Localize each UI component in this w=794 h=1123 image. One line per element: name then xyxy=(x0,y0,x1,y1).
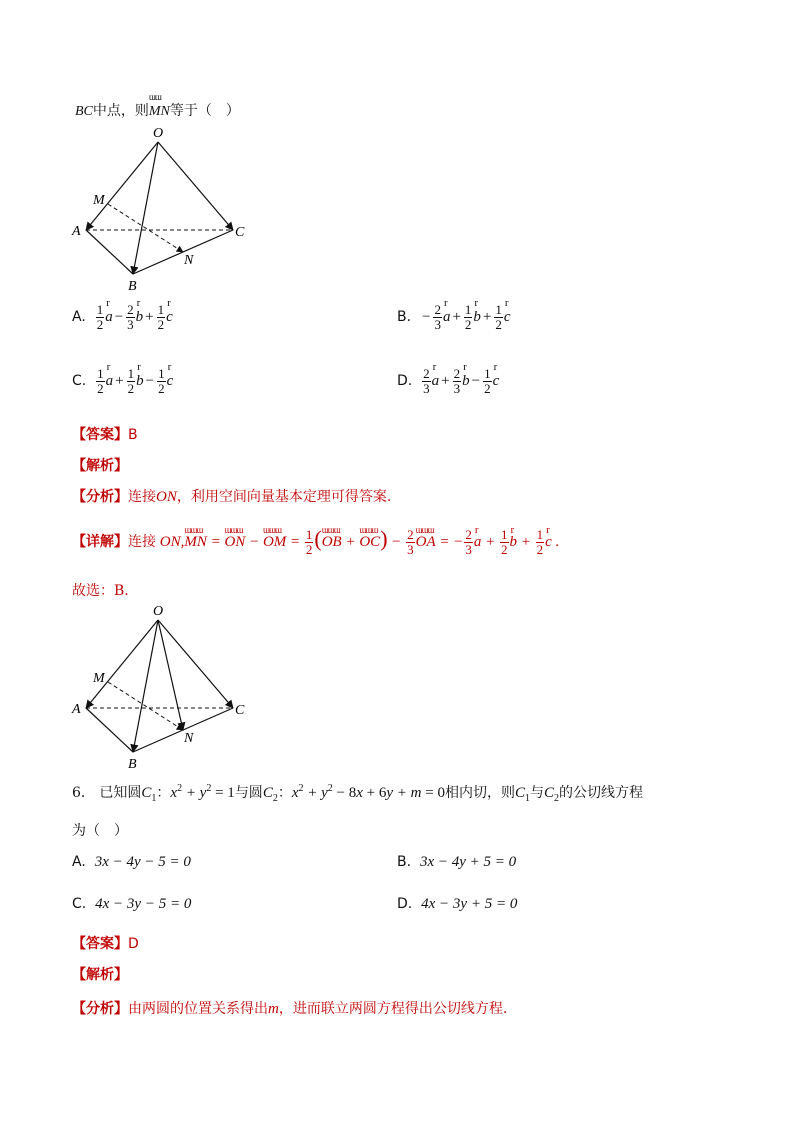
fig1-label-n: N xyxy=(184,253,194,268)
option-label: A. xyxy=(72,308,86,325)
q5-stem-suffix: 等于（ ） xyxy=(169,103,240,119)
fig1-label-a: A xyxy=(72,224,81,239)
fig2-label-b: B xyxy=(128,757,137,772)
fig1-label-m: M xyxy=(93,193,105,208)
q6-option-c[interactable]: C. 4x − 3y − 5 = 0 xyxy=(72,896,192,912)
q6-stem: 6． 已知圆$C_1$：$x^2 + y^2 = 1$与圆$C_2$：$x^2 + y^2 - 8x + 6y + m = 0$相内切，则$C_1$与$C_2$的公切线方程 xyxy=(72,783,644,804)
q5-option-c[interactable]: C. $\frac{1}{2}$ a r + $\frac{1}{2}$ b r − $\frac{1}{2}$ c r xyxy=(72,360,174,396)
q6-analysis-heading: 【解析】 xyxy=(72,967,128,983)
q5-solution-figure xyxy=(68,600,258,772)
option-label: D. xyxy=(397,372,413,389)
fig2-label-a: A xyxy=(72,702,81,717)
q5-stem-vector: ɯɯ MN xyxy=(148,92,170,119)
fig1-label-c: C xyxy=(235,225,245,240)
q5-option-a[interactable]: A. $\frac{1}{2}$ a r − $\frac{2}{3}$ b r + $\frac{1}{2}$ c r xyxy=(72,296,173,332)
q6-fenxi: 【分析】由两圆的位置关系得出m，进而联立两圆方程得出公切线方程. xyxy=(72,1001,508,1017)
q6-number: 6． xyxy=(72,785,95,801)
q6-option-d[interactable]: D. 4x − 3y + 5 = 0 xyxy=(397,896,518,912)
q5-stem xyxy=(75,92,240,120)
q5-option-b[interactable]: B. − $\frac{2}{3}$ a r + $\frac{1}{2}$ b r + $\frac{1}{2}$ c r xyxy=(397,296,511,332)
fig1-label-o: O xyxy=(153,126,164,141)
q6-option-b[interactable]: B. 3x − 4y + 5 = 0 xyxy=(397,854,517,870)
q5-solution-equation: ON,MN ɯɯɯ = ON ɯɯɯ − OM ɯɯɯ = $\frac{1}{2}$ (OB ɯɯɯ + OC ɯɯɯ ) − $\frac{2}{3}$ OA ɯɯɯ = − $\frac{2}{3}$ a r + $\frac{1}{2}$ b r + $\frac{1}{2}$ c r . xyxy=(156,524,560,558)
q6-answer-value: D xyxy=(128,936,139,952)
fig2-label-n: N xyxy=(184,731,194,746)
q5-stem-prefix: BC xyxy=(75,104,93,119)
option-label: C. xyxy=(72,372,87,389)
q5-xiangjie: 【详解】连接 ON,MN ɯɯɯ = ON ɯɯɯ − OM ɯɯɯ = $\frac{1}{2}$ (OB ɯɯɯ + OC ɯɯɯ ) − $\frac{2}{3}$ OA ɯɯɯ = − $\frac{2}{3}$ a r + $\frac{1}{2}$ b r + $\frac{1}{2}$ c r . xyxy=(72,524,560,558)
q5-conclusion: 故选：B. xyxy=(72,583,129,599)
q5-option-d[interactable]: D. $\frac{2}{3}$ a r + $\frac{2}{3}$ b r − $\frac{1}{2}$ c r xyxy=(397,360,500,396)
fig2-label-o: O xyxy=(153,604,164,619)
q5-figure-tetrahedron xyxy=(68,122,258,294)
q6-answer: 【答案】D xyxy=(72,936,139,952)
fig2-label-m: M xyxy=(93,671,105,686)
q5-answer-value: B xyxy=(128,427,138,443)
q6-stem-line2: 为（ ） xyxy=(72,823,128,839)
q5-analysis-heading: 【解析】 xyxy=(72,458,128,474)
fig2-label-c: C xyxy=(235,703,245,718)
q5-answer: 【答案】B xyxy=(72,427,138,443)
q6-option-a[interactable]: A. 3x − 4y − 5 = 0 xyxy=(72,854,191,870)
q5-stem-text: 中点，则 xyxy=(92,103,149,119)
fig1-label-b: B xyxy=(128,279,137,294)
option-label: B. xyxy=(397,308,412,325)
q5-fenxi: 【分析】连接ON，利用空间向量基本定理可得答案. xyxy=(72,489,392,505)
